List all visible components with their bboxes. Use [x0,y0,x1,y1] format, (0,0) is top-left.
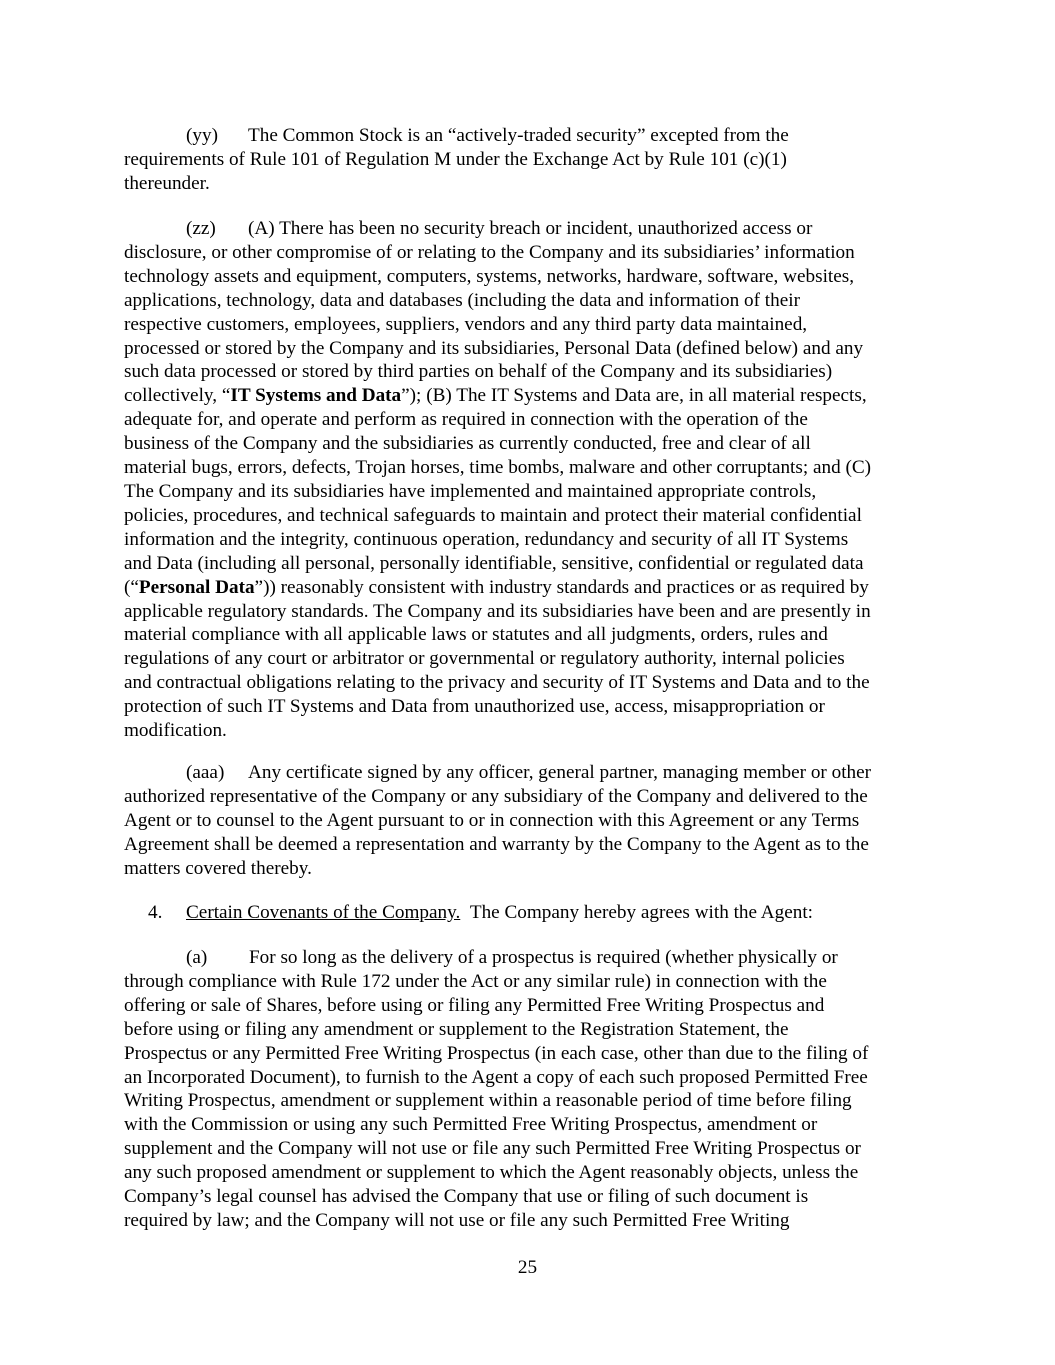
text-line: and contractual obligations relating to the privacy and security of IT Systems and Data and to the [124,672,870,694]
text-line: and Data (including all personal, personally identifiable, sensitive, confidential or regulated data [124,552,864,574]
defined-term-personal-data: Personal Data [138,576,255,598]
text-line: For so long as the delivery of a prospectus is required (whether physically or [249,947,838,968]
text-line: protection of such IT Systems and Data from unauthorized use, access, misappropriation or [124,696,825,718]
text-line: respective customers, employees, suppliers, vendors and any third party data maintained, [124,313,808,335]
paragraph-label: (a) [186,947,208,968]
text-line: Writing Prospectus, amendment or supplement within a reasonable period of time before filing [124,1090,852,1112]
text-line: requirements of Rule 101 of Regulation M under the Exchange Act by Rule 101 (c)(1) [124,148,787,170]
text-line: Prospectus or any Permitted Free Writing Prospectus (in each case, other than due to the filing of [124,1042,869,1064]
text-line: such data processed or stored by third parties on behalf of the Company and its subsidiaries) [124,361,833,383]
text-line: an Incorporated Document), to furnish to the Agent a copy of each such proposed Permitted Free [124,1066,868,1088]
paragraph-a [124,946,939,1233]
section-intro-text: The Company hereby agrees with the Agent: [469,902,814,923]
paragraph-label: (zz) [186,218,216,239]
text-line: through compliance with Rule 172 under the Act or any similar rule) in connection with the [124,970,827,992]
text-segment: collectively, “ [124,385,231,407]
text-line: material compliance with all applicable laws or statutes and all judgments, orders, rules and [124,624,828,646]
paragraph-zz [124,217,939,743]
text-line: Company’s legal counsel has advised the Company that use or filing of such document is [124,1186,809,1208]
text-line: business of the Company and the subsidiaries as currently conducted, free and clear of all [124,433,811,455]
text-line: authorized representative of the Company or any subsidiary of the Company and delivered to the [124,785,868,807]
text-line: information and the integrity, continuous operation, redundancy and security of all IT Systems [124,528,849,550]
paragraph-label: (yy) [186,125,218,146]
text-line: Agreement shall be deemed a representation and warranty by the Company to the Agent as to the [124,833,869,855]
text-line: with the Commission or using any such Permitted Free Writing Prospectus, amendment or [124,1114,818,1136]
paragraph-yy [124,124,939,196]
text-line: supplement and the Company will not use or file any such Permitted Free Writing Prospectus or [124,1138,861,1160]
text-line: thereunder. [124,172,210,194]
text-line: before using or filing any amendment or supplement to the Registration Statement, the [124,1018,789,1040]
text-segment: ”)) reasonably consistent with industry standards and practices or as required by [254,576,869,598]
text-line: modification. [124,720,227,742]
text-line: required by law; and the Company will not use or file any such Permitted Free Writing [124,1209,790,1231]
text-line [124,384,939,408]
text-line: applicable regulatory standards. The Company and its subsidiaries have been and are presently in [124,600,871,622]
text-line: The Company and its subsidiaries have implemented and maintained appropriate controls, [124,480,817,502]
text-line: technology assets and equipment, computers, systems, networks, hardware, software, websites, [124,265,855,287]
paragraph-aaa [124,761,939,881]
defined-term-it-systems-and-data: IT Systems and Data [230,385,402,407]
text-line: Agent or to counsel to the Agent pursuant to or in connection with this Agreement or any Terms [124,809,860,831]
text-line: adequate for, and operate and perform as required in connection with the operation of the [124,409,808,431]
text-segment: (“ [124,576,139,598]
section-number: 4. [148,902,163,923]
text-line: offering or sale of Shares, before using or filing any Permitted Free Writing Prospectus and [124,994,825,1016]
text-line: any such proposed amendment or supplement to which the Agent reasonably objects, unless the [124,1162,859,1184]
text-line: Any certificate signed by any officer, general partner, managing member or other [248,762,872,783]
text-line: processed or stored by the Company and its subsidiaries, Personal Data (defined below) and any [124,337,864,359]
section-4-heading [148,901,963,925]
text-segment: ”); (B) The IT Systems and Data are, in all material respects, [401,385,867,407]
text-line: material bugs, errors, defects, Trojan horses, time bombs, malware and other corruptants; and (C) [124,457,872,479]
text-line: policies, procedures, and technical safeguards to maintain and protect their material confidential [124,504,862,526]
text-line: disclosure, or other compromise of or relating to the Company and its subsidiaries’ information [124,241,855,263]
text-line [124,576,939,600]
text-line: applications, technology, data and databases (including the data and information of their [124,289,800,311]
text-line: matters covered thereby. [124,857,312,879]
paragraph-label: (aaa) [186,762,225,783]
text-line: regulations of any court or arbitrator or governmental or regulatory authority, internal policies [124,648,845,670]
page-number: 25 [517,1257,538,1278]
section-heading: Certain Covenants of the Company. [186,902,461,923]
text-line: The Common Stock is an “actively-traded security” excepted from the [248,125,789,146]
text-line: (A) There has been no security breach or incident, unauthorized access or [248,218,813,239]
